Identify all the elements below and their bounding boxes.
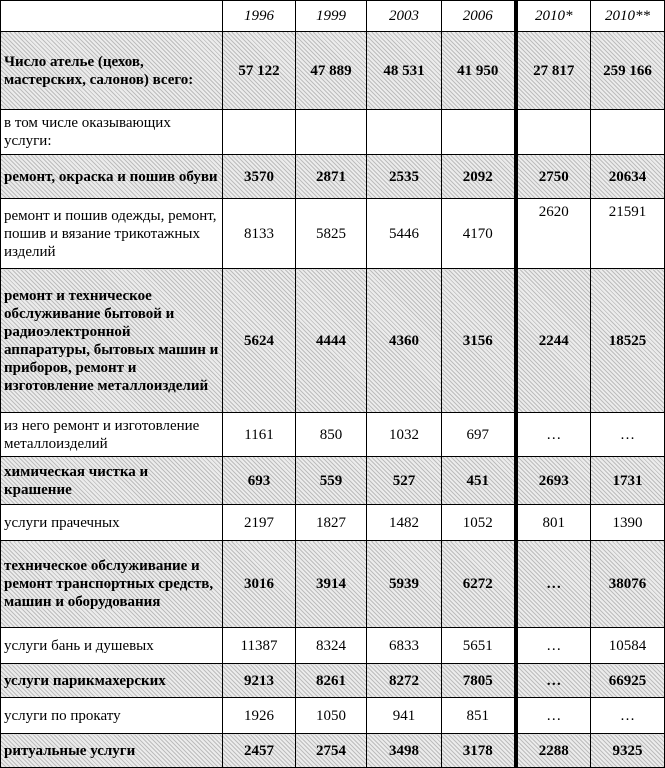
cell-value: 8324 <box>296 628 367 664</box>
cell-value: 27 817 <box>516 32 591 110</box>
cell-value: 4444 <box>296 269 367 413</box>
column-header-2006: 2006 <box>442 1 516 32</box>
cell-value: 2288 <box>516 734 591 768</box>
cell-value: 259 166 <box>591 32 665 110</box>
cell-value: 2871 <box>296 155 367 199</box>
cell-value: 851 <box>442 698 516 734</box>
cell-value <box>442 110 516 155</box>
column-header-2003: 2003 <box>367 1 442 32</box>
cell-value: 1161 <box>223 413 296 457</box>
table-row <box>1 541 665 628</box>
cell-value: 9213 <box>223 664 296 698</box>
cell-value <box>591 110 665 155</box>
cell-value: … <box>516 413 591 457</box>
row-label: услуги по прокату <box>1 698 223 734</box>
cell-value: 2457 <box>223 734 296 768</box>
row-label: ремонт и пошив одежды, ремонт, пошив и вязание трикотажных изделий <box>1 199 223 269</box>
cell-value <box>516 110 591 155</box>
header-corner-cell <box>1 1 223 32</box>
table-row <box>1 698 665 734</box>
cell-value: 48 531 <box>367 32 442 110</box>
header-row <box>1 1 665 32</box>
table-row <box>1 505 665 541</box>
row-label: ритуальные услуги <box>1 734 223 768</box>
cell-value: 11387 <box>223 628 296 664</box>
column-header-1996: 1996 <box>223 1 296 32</box>
cell-value: 8133 <box>223 199 296 269</box>
cell-value: 47 889 <box>296 32 367 110</box>
cell-value: … <box>516 664 591 698</box>
cell-value: 5939 <box>367 541 442 628</box>
table-row <box>1 457 665 505</box>
cell-value: 2092 <box>442 155 516 199</box>
cell-value: … <box>516 628 591 664</box>
cell-value: … <box>516 541 591 628</box>
table-row <box>1 199 665 269</box>
cell-value: 2244 <box>516 269 591 413</box>
cell-value: 4170 <box>442 199 516 269</box>
row-label: из него ремонт и изготовление металлоизделий <box>1 413 223 457</box>
cell-value: 21591 <box>591 199 665 269</box>
cell-value: 7805 <box>442 664 516 698</box>
column-header-1999: 1999 <box>296 1 367 32</box>
table-row <box>1 664 665 698</box>
cell-value: 2750 <box>516 155 591 199</box>
cell-value: 850 <box>296 413 367 457</box>
cell-value: 693 <box>223 457 296 505</box>
cell-value: 1827 <box>296 505 367 541</box>
table-row <box>1 110 665 155</box>
row-label: услуги парикмахерских <box>1 664 223 698</box>
cell-value: 1032 <box>367 413 442 457</box>
row-label: услуги бань и душевых <box>1 628 223 664</box>
cell-value: 941 <box>367 698 442 734</box>
cell-value: 5624 <box>223 269 296 413</box>
cell-value: 2754 <box>296 734 367 768</box>
cell-value: 1050 <box>296 698 367 734</box>
cell-value: 2620 <box>516 199 591 269</box>
cell-value: … <box>516 698 591 734</box>
cell-value: 3914 <box>296 541 367 628</box>
cell-value: 801 <box>516 505 591 541</box>
row-label: техническое обслуживание и ремонт транспортных средств, машин и оборудования <box>1 541 223 628</box>
cell-value: 1731 <box>591 457 665 505</box>
cell-value: … <box>591 698 665 734</box>
cell-value: 38076 <box>591 541 665 628</box>
cell-value: 1482 <box>367 505 442 541</box>
row-label: Число ателье (цехов, мастерских, салонов) всего: <box>1 32 223 110</box>
cell-value: 4360 <box>367 269 442 413</box>
column-header-2010-double-star: 2010** <box>591 1 665 32</box>
table-row <box>1 413 665 457</box>
cell-value: 2535 <box>367 155 442 199</box>
cell-value: … <box>591 413 665 457</box>
row-label: ремонт и техническое обслуживание бытовой и радиоэлектронной аппаратуры, бытовых машин и приборов, ремонт и изготовление металлоизделий <box>1 269 223 413</box>
row-label: в том числе оказывающих услуги: <box>1 110 223 155</box>
cell-value: 3156 <box>442 269 516 413</box>
cell-value <box>367 110 442 155</box>
cell-value: 9325 <box>591 734 665 768</box>
cell-value: 1052 <box>442 505 516 541</box>
cell-value: 5446 <box>367 199 442 269</box>
table-row <box>1 155 665 199</box>
row-label: ремонт, окраска и пошив обуви <box>1 155 223 199</box>
cell-value: 5651 <box>442 628 516 664</box>
cell-value: 559 <box>296 457 367 505</box>
cell-value: 2197 <box>223 505 296 541</box>
cell-value: 20634 <box>591 155 665 199</box>
cell-value: 3016 <box>223 541 296 628</box>
cell-value: 527 <box>367 457 442 505</box>
row-label: химическая чистка и крашение <box>1 457 223 505</box>
table-row <box>1 628 665 664</box>
cell-value <box>296 110 367 155</box>
cell-value: 6833 <box>367 628 442 664</box>
table-row <box>1 269 665 413</box>
cell-value: 3498 <box>367 734 442 768</box>
cell-value: 10584 <box>591 628 665 664</box>
cell-value: 1390 <box>591 505 665 541</box>
row-label: услуги прачечных <box>1 505 223 541</box>
cell-value: 8261 <box>296 664 367 698</box>
cell-value: 697 <box>442 413 516 457</box>
cell-value: 451 <box>442 457 516 505</box>
cell-value: 57 122 <box>223 32 296 110</box>
cell-value: 8272 <box>367 664 442 698</box>
column-header-2010-star: 2010* <box>516 1 591 32</box>
table-row <box>1 32 665 110</box>
cell-value: 6272 <box>442 541 516 628</box>
cell-value: 3570 <box>223 155 296 199</box>
cell-value: 3178 <box>442 734 516 768</box>
cell-value: 18525 <box>591 269 665 413</box>
cell-value: 5825 <box>296 199 367 269</box>
cell-value: 41 950 <box>442 32 516 110</box>
table-row <box>1 734 665 768</box>
cell-value: 66925 <box>591 664 665 698</box>
cell-value: 1926 <box>223 698 296 734</box>
cell-value: 2693 <box>516 457 591 505</box>
cell-value <box>223 110 296 155</box>
